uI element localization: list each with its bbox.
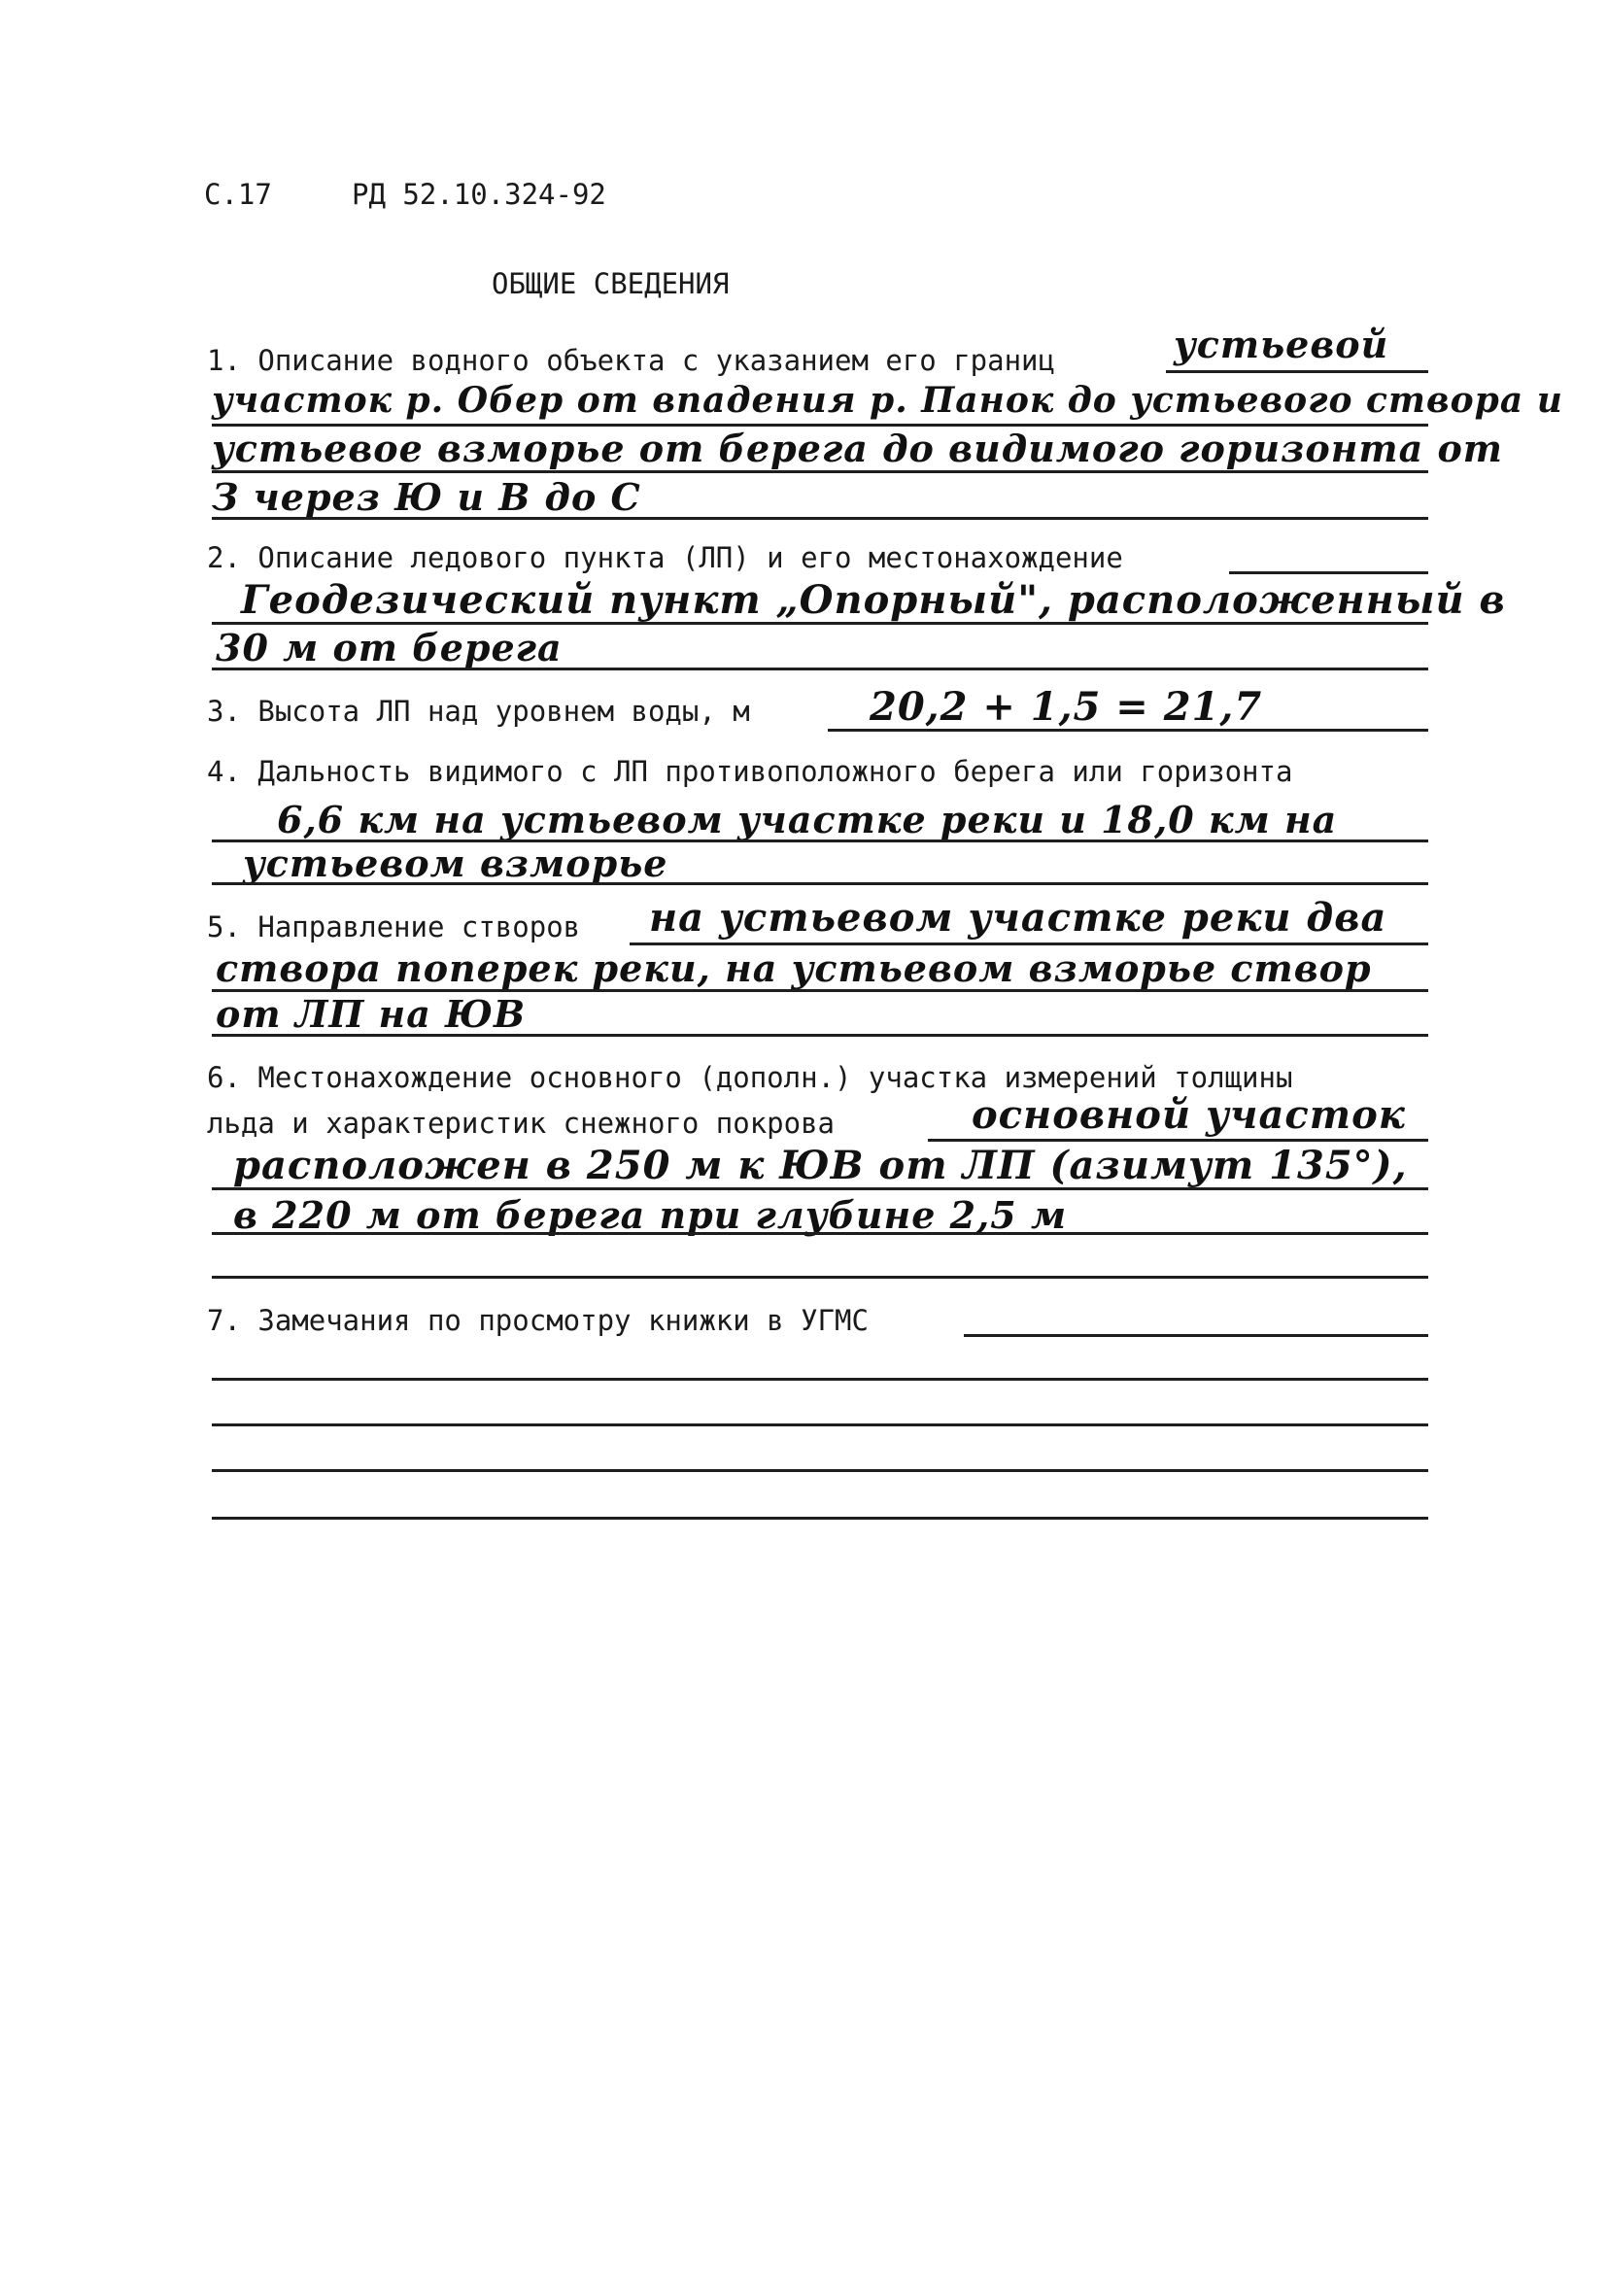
item-5-answer-line-3: от ЛП на ЮВ — [216, 992, 527, 1036]
item-2-answer-line-1: Геодезический пункт „Опорный", расположенный в — [241, 577, 1506, 623]
item-2-label: 2. Описание ледового пункта (ЛП) и его местонахождение — [207, 541, 1123, 574]
item-2-answer-line-2: 30 м от берега — [216, 626, 563, 669]
item-7-rule-3 — [212, 1423, 1428, 1426]
item-1-answer-line-3: устьевое взморье от берега до видимого горизонта от — [212, 427, 1504, 470]
item-5-rule-1 — [630, 942, 1428, 945]
item-6-rule-2 — [212, 1187, 1428, 1190]
item-6-answer-line-1: основной участок — [972, 1092, 1406, 1138]
item-4-answer-line-2: устьевом взморье — [243, 841, 668, 885]
item-6-rule-4 — [212, 1276, 1428, 1279]
item-6-label-line-2: льда и характеристик снежного покрова — [207, 1107, 836, 1140]
item-1-answer-line-1: устьевой — [1174, 323, 1389, 366]
item-7-label: 7. Замечания по просмотру книжки в УГМС — [207, 1304, 869, 1337]
item-6-answer-line-3: в 220 м от берега при глубине 2,5 м — [233, 1193, 1068, 1237]
item-6-rule-1 — [928, 1139, 1428, 1142]
item-5-label: 5. Направление створов — [207, 910, 581, 943]
item-5-answer-line-1: на устьевом участке реки два — [649, 895, 1387, 941]
item-6-rule-3 — [212, 1232, 1428, 1235]
page-number: С.17 — [204, 178, 272, 211]
item-6-answer-line-2: расположен в 250 м к ЮВ от ЛП (азимут 135°), — [233, 1143, 1408, 1188]
item-3-rule — [828, 729, 1428, 732]
item-4-label: 4. Дальность видимого с ЛП противоположного берега или горизонта — [207, 755, 1293, 788]
item-2-rule-1 — [1229, 571, 1428, 574]
item-1-answer-line-4: З через Ю и В до С — [212, 475, 641, 519]
item-3-answer: 20,2 + 1,5 = 21,7 — [870, 684, 1263, 730]
item-7-rule-2 — [212, 1378, 1428, 1381]
item-4-answer-line-1: 6,6 км на устьевом участке реки и 18,0 км на — [277, 798, 1338, 841]
item-7-rule-4 — [212, 1469, 1428, 1472]
item-5-rule-3 — [212, 1034, 1428, 1037]
item-1-rule-3 — [212, 470, 1428, 473]
item-1-rule-1 — [1166, 370, 1428, 373]
item-1-answer-line-2: участок р. Обер от впадения р. Панок до устьевого створа и — [212, 380, 1563, 421]
item-5-answer-line-2: створа поперек реки, на устьевом взморье створ — [216, 946, 1372, 990]
item-2-rule-3 — [212, 668, 1428, 670]
item-2-rule-2 — [212, 622, 1428, 625]
item-7-rule-1 — [964, 1334, 1428, 1337]
item-7-rule-5 — [212, 1517, 1428, 1520]
document-code: РД 52.10.324-92 — [352, 178, 606, 211]
item-3-label: 3. Высота ЛП над уровнем воды, м — [207, 695, 750, 728]
item-1-label: 1. Описание водного объекта с указанием его границ — [207, 344, 1055, 377]
item-6-label-line-1: 6. Местонахождение основного (дополн.) участка измерений толщины — [207, 1061, 1293, 1094]
item-4-rule-2 — [212, 882, 1428, 885]
page-title: ОБЩИЕ СВЕДЕНИЯ — [492, 267, 730, 300]
item-1-rule-4 — [212, 517, 1428, 520]
